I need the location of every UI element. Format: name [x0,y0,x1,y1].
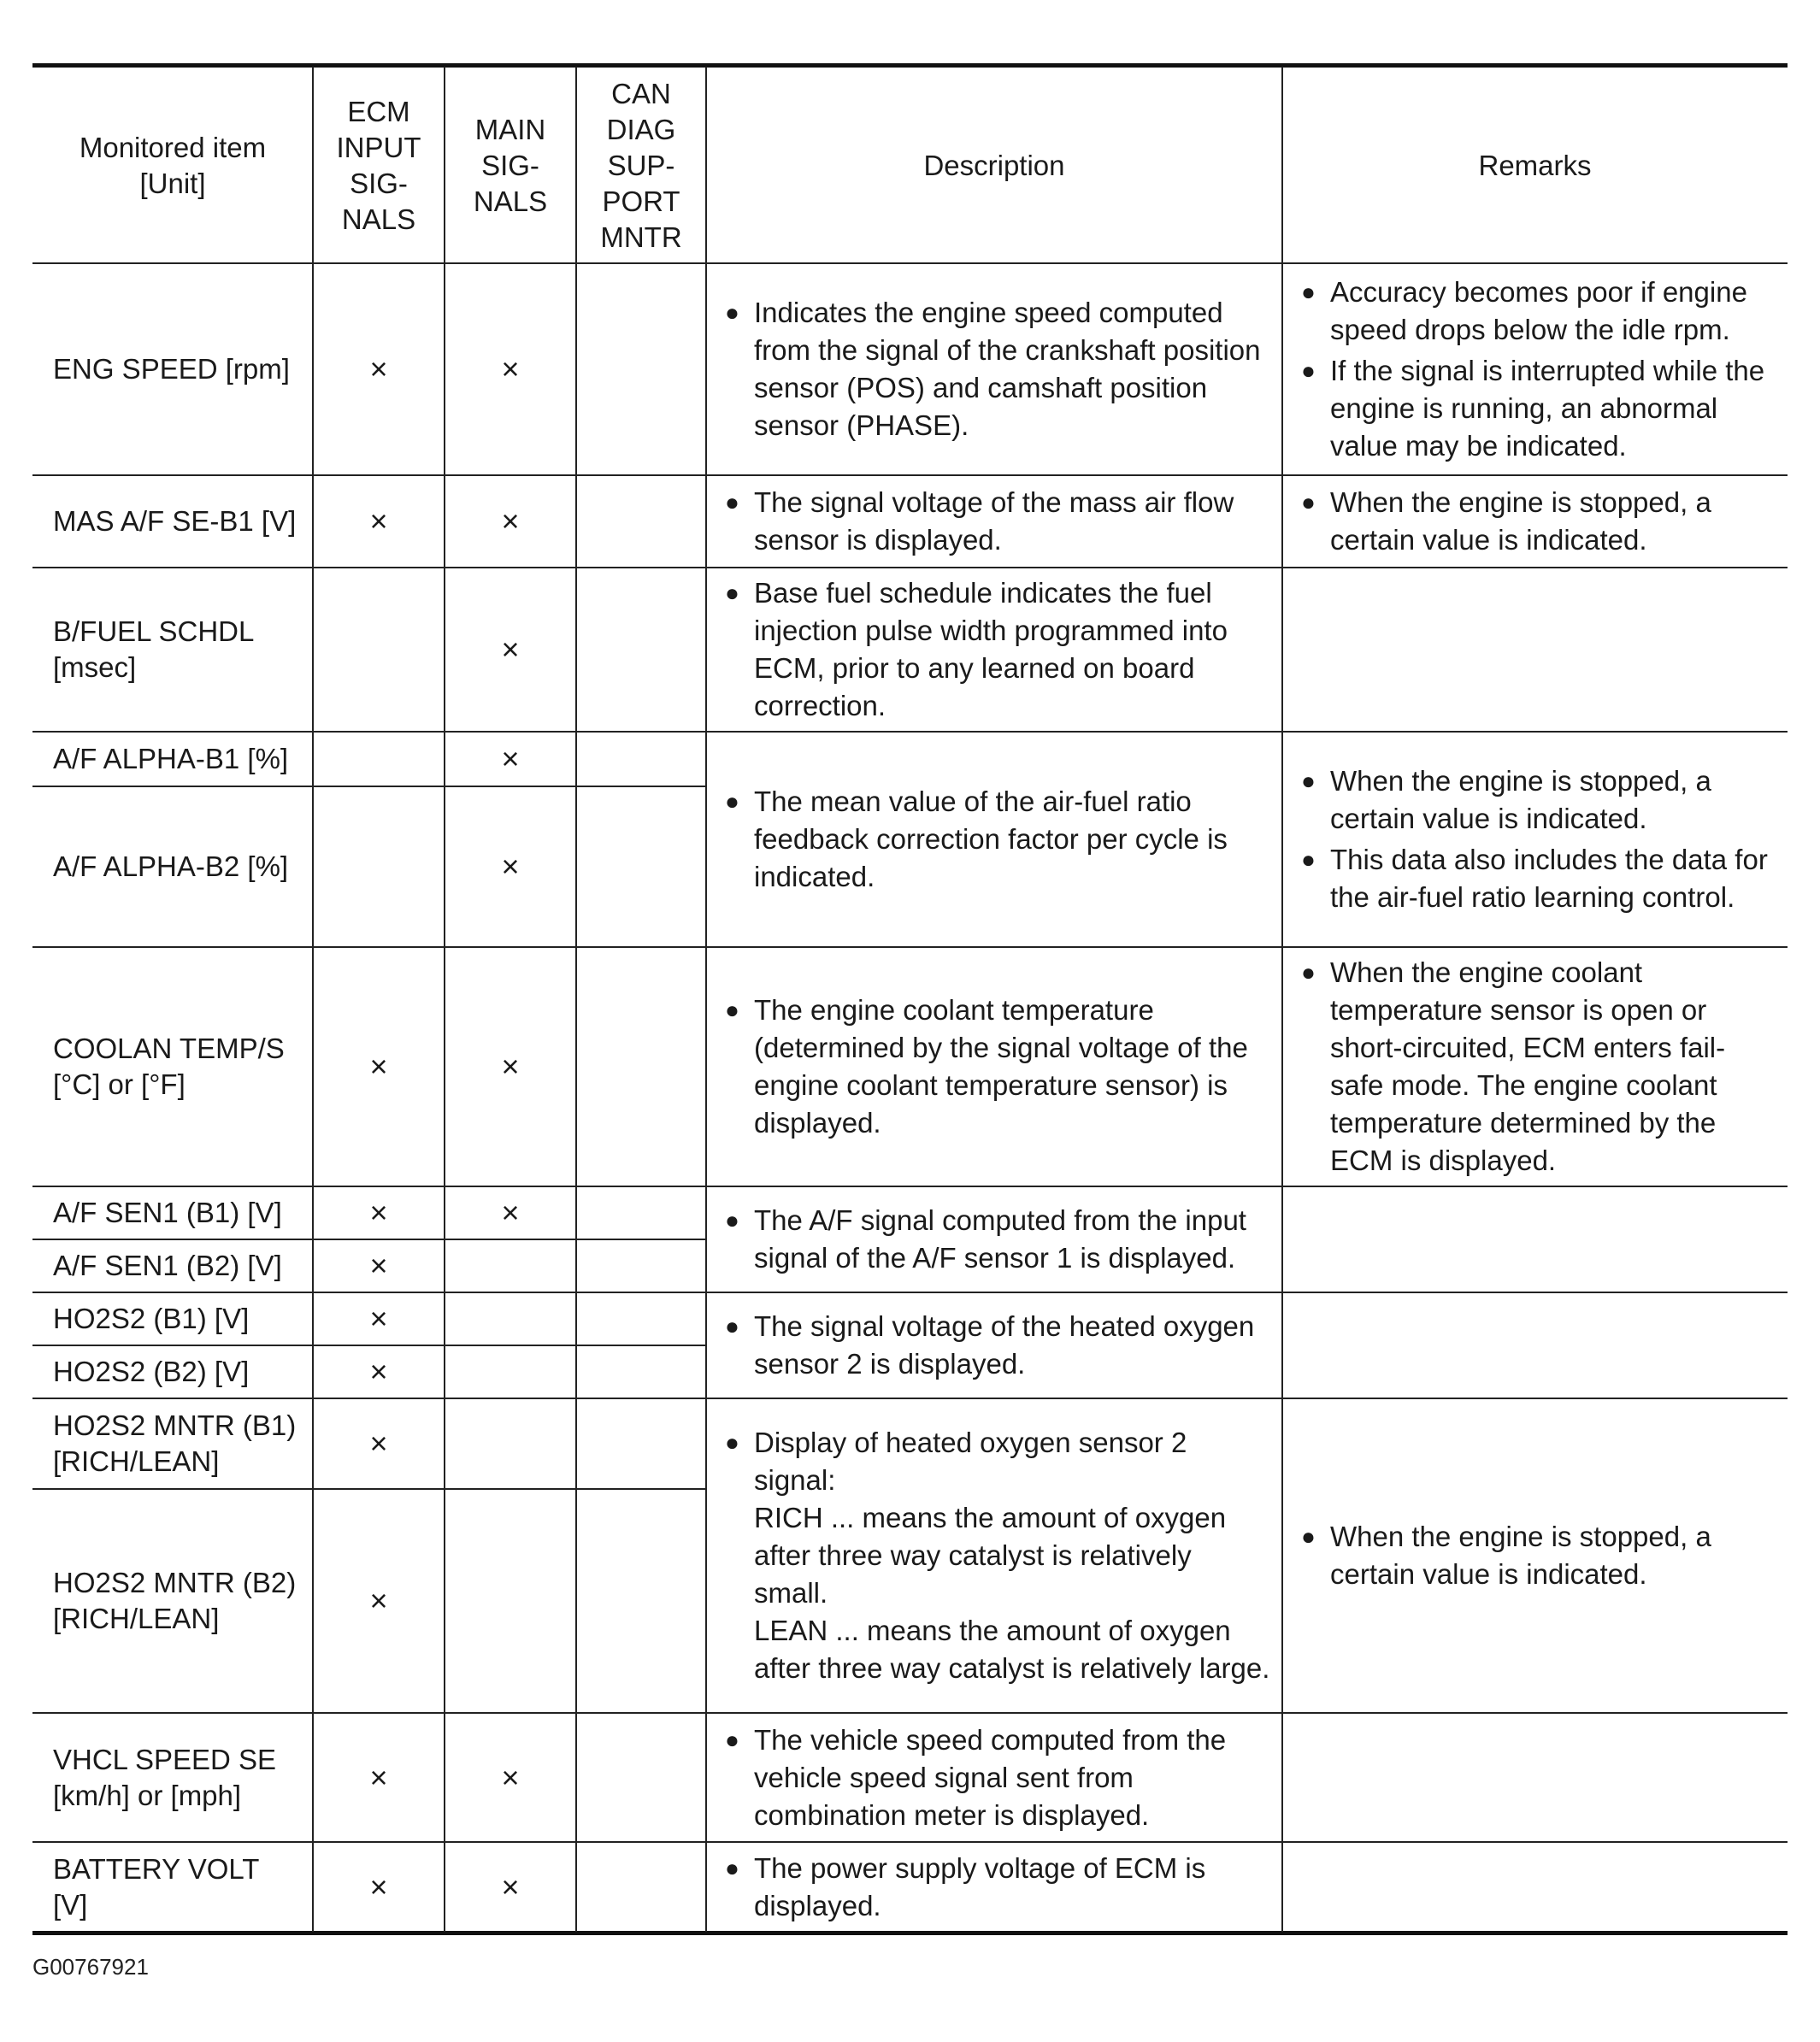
ecm-input-cell [313,1842,445,1933]
ecm-input-cell [313,947,445,1186]
item-label-cell [32,1842,313,1933]
can-diag-cell [576,947,706,1186]
item-label-cell [32,1186,313,1239]
remarks-cell [1282,1186,1788,1292]
description-text: ● The A/F signal computed from the input signal of the A/F sensor 1 is displayed. [723,1202,1270,1277]
can-diag-cell [576,568,706,732]
description-text: ● The signal voltage of the mass air flow sensor is displayed. [723,484,1270,559]
header-main-label: MAIN SIG- NALS [473,113,548,217]
main-signal-cell [445,786,576,947]
check-mark: × [369,1248,388,1283]
item-label-cell [32,786,313,947]
can-diag-cell [576,1186,706,1239]
remark-text: ● Accuracy becomes poor if engine speed drops below the idle rpm. [1299,274,1776,349]
check-mark: × [501,1049,520,1084]
item-label-cell [32,475,313,568]
main-signal-cell [445,1186,576,1239]
can-diag-cell [576,1398,706,1489]
check-mark: × [369,1426,388,1461]
item-label-cell [32,1489,313,1713]
can-diag-cell [576,732,706,786]
main-signal-cell [445,1345,576,1398]
item-label-cell [32,1713,313,1842]
check-mark: × [501,503,520,538]
main-signal-cell [445,475,576,568]
ecm-input-cell [313,1186,445,1239]
monitored-item-label: A/F ALPHA-B1 [%] [53,743,289,774]
description-cell [706,732,1282,947]
ecm-input-cell [313,1489,445,1713]
header-remarks [1282,68,1788,263]
check-mark: × [501,741,520,776]
ecm-input-cell [313,786,445,947]
ecm-input-cell [313,568,445,732]
monitored-item-label: HO2S2 (B2) [V] [53,1356,250,1387]
ecm-input-cell [313,263,445,475]
header-description-label: Description [923,149,1065,181]
monitored-item-label: VHCL SPEED SE [km/h] or [mph] [53,1743,277,1811]
ecm-input-cell [313,475,445,568]
main-signal-cell [445,568,576,732]
monitored-item-label: ENG SPEED [rpm] [53,353,290,385]
description-cell [706,1186,1282,1292]
remark-text: ● When the engine is stopped, a certain value is indicated. [1299,484,1776,559]
monitored-item-label: COOLAN TEMP/S [°C] or [°F] [53,1033,285,1100]
remarks-cell [1282,947,1788,1186]
description-cell [706,475,1282,568]
ecm-input-cell [313,1345,445,1398]
check-mark: × [369,351,388,386]
monitored-item-label: HO2S2 MNTR (B1) [RICH/LEAN] [53,1409,297,1477]
remarks-cell [1282,1398,1788,1713]
description-text: ● The mean value of the air-fuel ratio feedback correction factor per cycle is indicated. [723,783,1270,896]
remark-text: ● When the engine is stopped, a certain value is indicated. [1299,762,1776,838]
main-signal-cell [445,1398,576,1489]
monitored-item-label: B/FUEL SCHDL [msec] [53,615,255,683]
remark-text: ● When the engine is stopped, a certain value is indicated. [1299,1518,1776,1593]
description-text: ● The vehicle speed computed from the vehicle speed signal sent from combination meter is displayed. [723,1721,1270,1834]
main-signal-cell [445,263,576,475]
remarks-cell [1282,1842,1788,1933]
check-mark: × [369,1354,388,1389]
description-text: ● The signal voltage of the heated oxygen sensor 2 is displayed. [723,1308,1270,1383]
header-remarks-label: Remarks [1478,149,1592,181]
can-diag-cell [576,263,706,475]
item-label-cell [32,1345,313,1398]
description-text: ● The power supply voltage of ECM is displayed. [723,1850,1270,1925]
monitored-item-label: A/F SEN1 (B2) [V] [53,1250,282,1281]
description-cell [706,1292,1282,1398]
check-mark: × [501,632,520,667]
description-text: ● Indicates the engine speed computed from the signal of the crankshaft position sensor (POS) and camshaft position sensor (PHASE). [723,294,1270,444]
header-item-label: Monitored item [Unit] [79,131,267,199]
item-label-cell [32,1292,313,1345]
item-label-cell [32,947,313,1186]
monitored-item-label: BATTERY VOLT [V] [53,1853,260,1921]
ecm-input-cell [313,732,445,786]
monitored-item-label: A/F SEN1 (B1) [V] [53,1197,282,1228]
can-diag-cell [576,1842,706,1933]
item-label-cell [32,1398,313,1489]
check-mark: × [369,1301,388,1336]
ecm-input-cell [313,1239,445,1292]
description-text: ● Base fuel schedule indicates the fuel injection pulse width programmed into ECM, prior to any learned on board correction. [723,574,1270,725]
can-diag-cell [576,1345,706,1398]
can-diag-cell [576,1713,706,1842]
description-text: ● The engine coolant temperature (determined by the signal voltage of the engine coolant temperature sensor) is displayed. [723,992,1270,1142]
main-signal-cell [445,1239,576,1292]
check-mark: × [369,1049,388,1084]
monitored-item-label: HO2S2 (B1) [V] [53,1303,250,1334]
ecm-input-cell [313,1398,445,1489]
description-cell [706,1842,1282,1933]
figure-id: G00767921 [32,1954,149,1980]
remark-text: ● When the engine coolant temperature sensor is open or short-circuited, ECM enters fail-safe mode. The engine coolant temperature determined by the ECM is displayed. [1299,954,1776,1180]
header-can [576,68,706,263]
remarks-cell [1282,1713,1788,1842]
header-description [706,68,1282,263]
header-can-label: CAN DIAG SUP- PORT MNTR [600,77,682,253]
description-cell [706,1398,1282,1713]
can-diag-cell [576,1292,706,1345]
header-ecm [313,68,445,263]
check-mark: × [501,1869,520,1904]
remarks-cell [1282,263,1788,475]
check-mark: × [369,503,388,538]
check-mark: × [501,1195,520,1230]
item-label-cell [32,732,313,786]
can-diag-cell [576,786,706,947]
can-diag-cell [576,1489,706,1713]
remarks-cell [1282,732,1788,947]
main-signal-cell [445,947,576,1186]
remark-text: ● This data also includes the data for the air-fuel ratio learning control. [1299,841,1776,916]
main-signal-cell [445,732,576,786]
ecm-input-cell [313,1713,445,1842]
main-signal-cell [445,1713,576,1842]
description-cell [706,568,1282,732]
can-diag-cell [576,1239,706,1292]
header-item [32,68,313,263]
description-cell [706,947,1282,1186]
item-label-cell [32,263,313,475]
remarks-cell [1282,475,1788,568]
monitor-items-table [32,67,1788,1933]
ecm-input-cell [313,1292,445,1345]
check-mark: × [501,849,520,884]
check-mark: × [501,351,520,386]
main-signal-cell [445,1842,576,1933]
check-mark: × [501,1759,520,1795]
description-cell [706,263,1282,475]
item-label-cell [32,568,313,732]
check-mark: × [369,1195,388,1230]
remark-text: ● If the signal is interrupted while the engine is running, an abnormal value may be indicated. [1299,352,1776,465]
monitored-item-label: MAS A/F SE-B1 [V] [53,505,297,537]
can-diag-cell [576,475,706,568]
header-main [445,68,576,263]
header-ecm-label: ECM INPUT SIG- NALS [336,95,421,235]
check-mark: × [369,1583,388,1618]
item-label-cell [32,1239,313,1292]
check-mark: × [369,1759,388,1795]
remarks-cell [1282,568,1788,732]
remarks-cell [1282,1292,1788,1398]
description-cell [706,1713,1282,1842]
main-signal-cell [445,1489,576,1713]
description-text: ● Display of heated oxygen sensor 2 signal: RICH ... means the amount of oxygen after three way catalyst is relatively small. LEAN ... means the amount of oxygen after three way catalyst is relatively large. [723,1424,1270,1687]
main-signal-cell [445,1292,576,1345]
monitored-item-label: A/F ALPHA-B2 [%] [53,850,289,882]
check-mark: × [369,1869,388,1904]
monitored-item-label: HO2S2 MNTR (B2) [RICH/LEAN] [53,1567,297,1634]
